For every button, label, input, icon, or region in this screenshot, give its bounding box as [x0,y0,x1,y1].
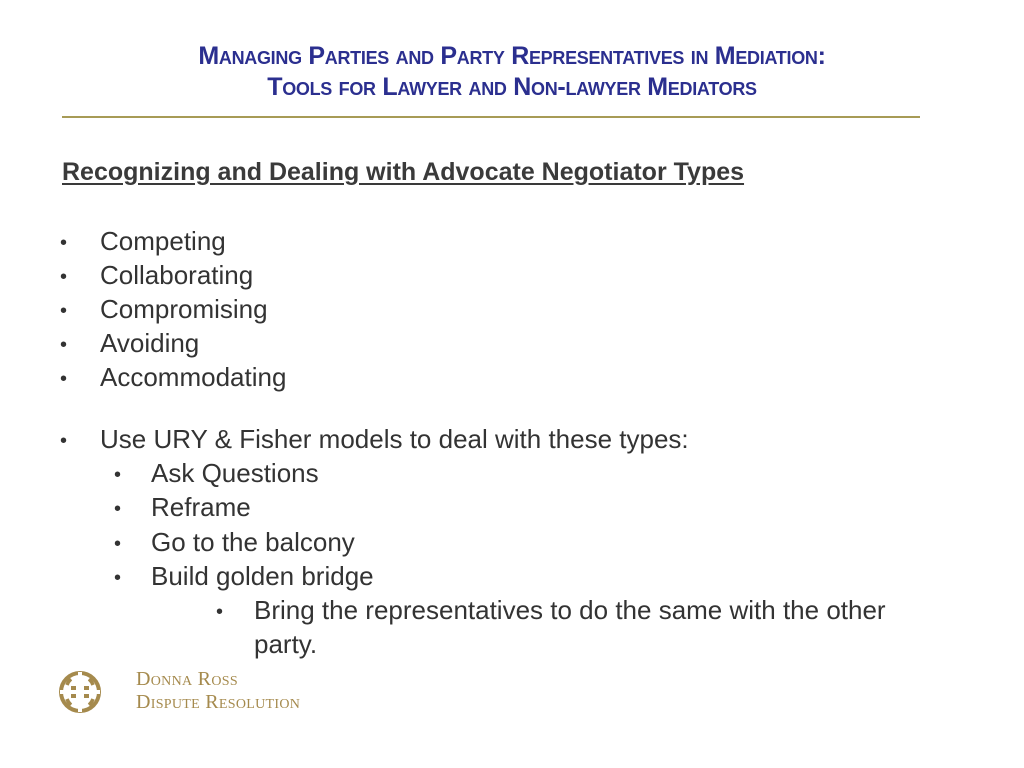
logo-tagline: Dispute Resolution [136,691,301,713]
bullet-icon: • [216,601,224,623]
type-item: Competing [100,226,226,256]
logo-name: Donna Ross [136,668,238,690]
section-heading: Recognizing and Dealing with Advocate Negotiator Types [62,158,745,186]
logo-emblem-icon [57,669,103,715]
bullet-icon: • [114,567,122,589]
subpoint-line2: party. [254,629,318,659]
slide-title-line1: Managing Parties and Party Representatives in Mediation: [198,42,826,70]
bullet-icon: • [60,334,68,356]
bullet-icon: • [114,464,122,486]
slide-title-line2: Tools for Lawyer and Non-lawyer Mediators [267,73,757,101]
tool-item: Go to the balcony [151,527,355,557]
tool-item: Reframe [151,492,251,522]
bullet-icon: • [60,232,68,254]
type-item: Compromising [100,294,268,324]
subpoint-line1: Bring the representatives to do the same with the other [254,595,886,625]
tool-item: Ask Questions [151,458,319,488]
tool-item: Build golden bridge [151,561,374,591]
bullet-icon: • [114,533,122,555]
bullet-icon: • [60,266,68,288]
bullet-icon: • [60,430,68,452]
bullet-icon: • [114,498,122,520]
type-item: Avoiding [100,328,200,358]
bullet-icon: • [60,368,68,390]
title-divider [62,116,920,118]
bullet-icon: • [60,300,68,322]
models-intro: Use URY & Fisher models to deal with these types: [100,424,689,454]
type-item: Accommodating [100,362,287,392]
type-item: Collaborating [100,260,254,290]
